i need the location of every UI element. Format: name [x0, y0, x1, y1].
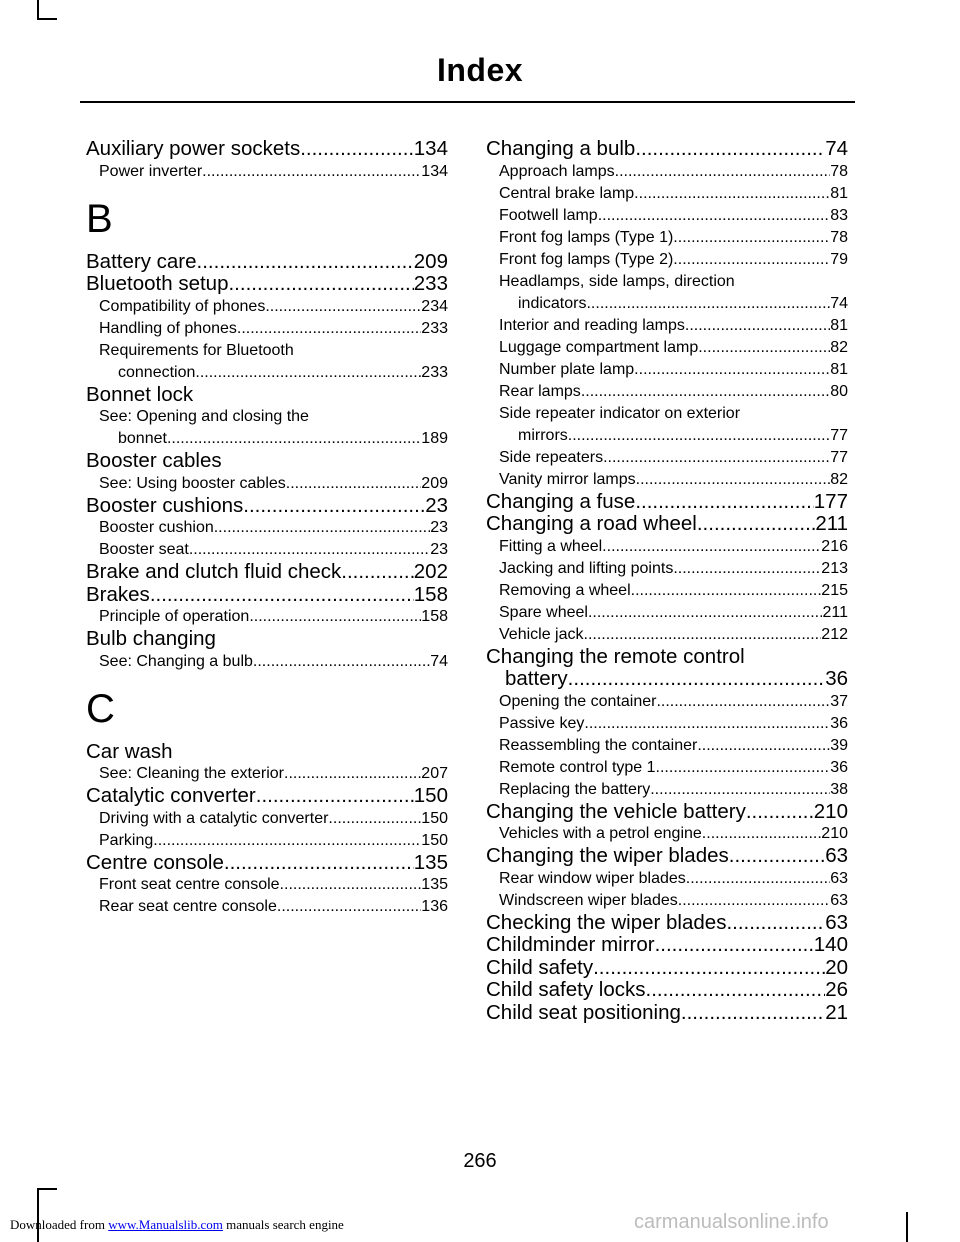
index-entry[interactable]: Bonnet lock	[86, 382, 194, 406]
index-subentry[interactable]: Handling of phones ..... 233	[86, 318, 448, 340]
index-entry[interactable]: Changing a bulb ..... 74	[486, 138, 848, 161]
index-subentry[interactable]: Booster cushion ..... 23	[86, 517, 448, 539]
crop-mark-top-left	[37, 18, 57, 20]
index-subentry[interactable]: See: Cleaning the exterior ..... 207	[86, 763, 448, 785]
crop-mark-bottom-left	[37, 1188, 57, 1190]
index-subentry[interactable]: Approach lamps ..... 78	[486, 161, 848, 183]
index-subentry[interactable]: Headlamps, side lamps, direction indicators ..... 74	[486, 271, 848, 315]
index-entry[interactable]: Auxiliary power sockets ..... 134	[86, 138, 448, 161]
index-entry[interactable]: Bluetooth setup ..... 233	[86, 273, 448, 296]
index-subentry[interactable]: Front fog lamps (Type 1) ..... 78	[486, 227, 848, 249]
index-subentry[interactable]: Luggage compartment lamp ..... 82	[486, 337, 848, 359]
index-entry[interactable]: Brake and clutch fluid check ..... 202	[86, 561, 448, 584]
index-entry[interactable]: Child safety locks ..... 26	[486, 979, 848, 1002]
index-entry[interactable]: Changing the wiper blades ..... 63	[486, 845, 848, 868]
index-subentry[interactable]: Vehicle jack ..... 212	[486, 624, 848, 646]
index-entry[interactable]: Childminder mirror ..... 140	[486, 934, 848, 957]
index-entry[interactable]: Child safety ..... 20	[486, 957, 848, 980]
index-entry[interactable]: Checking the wiper blades ..... 63	[486, 912, 848, 935]
index-subentry[interactable]: See: Using booster cables ..... 209	[86, 473, 448, 495]
index-subentry[interactable]: Jacking and lifting points ..... 213	[486, 558, 848, 580]
index-subentry[interactable]: Fitting a wheel ..... 216	[486, 536, 848, 558]
index-subentry[interactable]: Opening the container ..... 37	[486, 691, 848, 713]
index-entry[interactable]: Bulb changing	[86, 627, 216, 650]
index-subentry[interactable]: Spare wheel ..... 211	[486, 602, 848, 624]
index-subentry[interactable]: Replacing the battery ..... 38	[486, 779, 848, 801]
index-subentry[interactable]: Windscreen wiper blades ..... 63	[486, 890, 848, 912]
index-subentry[interactable]: Interior and reading lamps ..... 81	[486, 315, 848, 337]
index-subentry[interactable]: Passive key ..... 36	[486, 713, 848, 735]
footer-suffix: manuals search engine	[226, 1217, 344, 1232]
index-subentry[interactable]: Principle of operation ..... 158	[86, 606, 448, 628]
index-subentry[interactable]: Front seat centre console ..... 135	[86, 874, 448, 896]
index-entry[interactable]: Centre console ..... 135	[86, 852, 448, 875]
page-number: 266	[463, 1150, 497, 1172]
download-footer	[10, 1217, 344, 1233]
index-subentry[interactable]: Side repeater indicator on exterior mirrors ..... 77	[486, 403, 848, 447]
index-entry[interactable]: Child seat positioning ..... 21	[486, 1002, 848, 1025]
index-entry[interactable]: Brakes ..... 158	[86, 584, 448, 607]
index-subentry[interactable]: Vanity mirror lamps ..... 82	[486, 469, 848, 491]
crop-mark-bottom-right	[906, 1212, 908, 1242]
page-title: Index	[436, 52, 524, 88]
index-entry[interactable]: Booster cushions ..... 23	[86, 495, 448, 518]
index-subentry[interactable]: Footwell lamp ..... 83	[486, 205, 848, 227]
footer-prefix: Downloaded from	[10, 1217, 105, 1232]
index-subentry[interactable]: Number plate lamp ..... 81	[486, 359, 848, 381]
index-subentry[interactable]: Rear window wiper blades ..... 63	[486, 868, 848, 890]
index-subentry[interactable]: Booster seat ..... 23	[86, 539, 448, 561]
index-column-right	[486, 138, 848, 1024]
index-subentry[interactable]: Compatibility of phones ..... 234	[86, 296, 448, 318]
crop-mark-bottom-left	[37, 1188, 39, 1242]
index-subentry[interactable]: Driving with a catalytic converter ..... 150	[86, 808, 448, 830]
index-entry[interactable]: Catalytic converter ..... 150	[86, 785, 448, 808]
index-subentry[interactable]: Requirements for Bluetooth connection ..... 233	[86, 340, 448, 384]
index-column-left	[86, 138, 448, 918]
index-entry[interactable]: Changing a road wheel ..... 211	[486, 513, 848, 536]
section-letter: C	[86, 686, 115, 731]
index-entry[interactable]: Booster cables	[86, 449, 222, 472]
index-subentry[interactable]: Central brake lamp ..... 81	[486, 183, 848, 205]
index-subentry[interactable]: Vehicles with a petrol engine ..... 210	[486, 823, 848, 845]
index-subentry[interactable]: Rear seat centre console ..... 136	[86, 896, 448, 918]
section-letter: B	[86, 196, 113, 241]
index-subentry[interactable]: See: Opening and closing the bonnet ..... 189	[86, 406, 448, 450]
index-subentry[interactable]: Parking ..... 150	[86, 830, 448, 852]
title-rule	[80, 101, 855, 103]
index-entry[interactable]: Car wash	[86, 739, 173, 763]
index-subentry[interactable]: Reassembling the container ..... 39	[486, 735, 848, 757]
index-entry[interactable]: Changing the vehicle battery ..... 210	[486, 801, 848, 824]
footer-link[interactable]: www.Manualslib.com	[108, 1217, 223, 1232]
index-entry[interactable]: Changing the remote control battery ..... 36	[486, 646, 848, 691]
watermark: carmanualsonline.info	[634, 1211, 829, 1233]
index-entry[interactable]: Battery care ..... 209	[86, 251, 448, 274]
index-subentry[interactable]: Remote control type 1 ..... 36	[486, 757, 848, 779]
index-entry[interactable]: Changing a fuse ..... 177	[486, 491, 848, 514]
crop-mark-top-left	[37, 0, 39, 20]
index-subentry[interactable]: See: Changing a bulb ..... 74	[86, 651, 448, 673]
index-subentry[interactable]: Power inverter ..... 134	[86, 161, 448, 183]
index-subentry[interactable]: Rear lamps ..... 80	[486, 381, 848, 403]
index-subentry[interactable]: Side repeaters ..... 77	[486, 447, 848, 469]
index-subentry[interactable]: Removing a wheel ..... 215	[486, 580, 848, 602]
index-subentry[interactable]: Front fog lamps (Type 2) ..... 79	[486, 249, 848, 271]
